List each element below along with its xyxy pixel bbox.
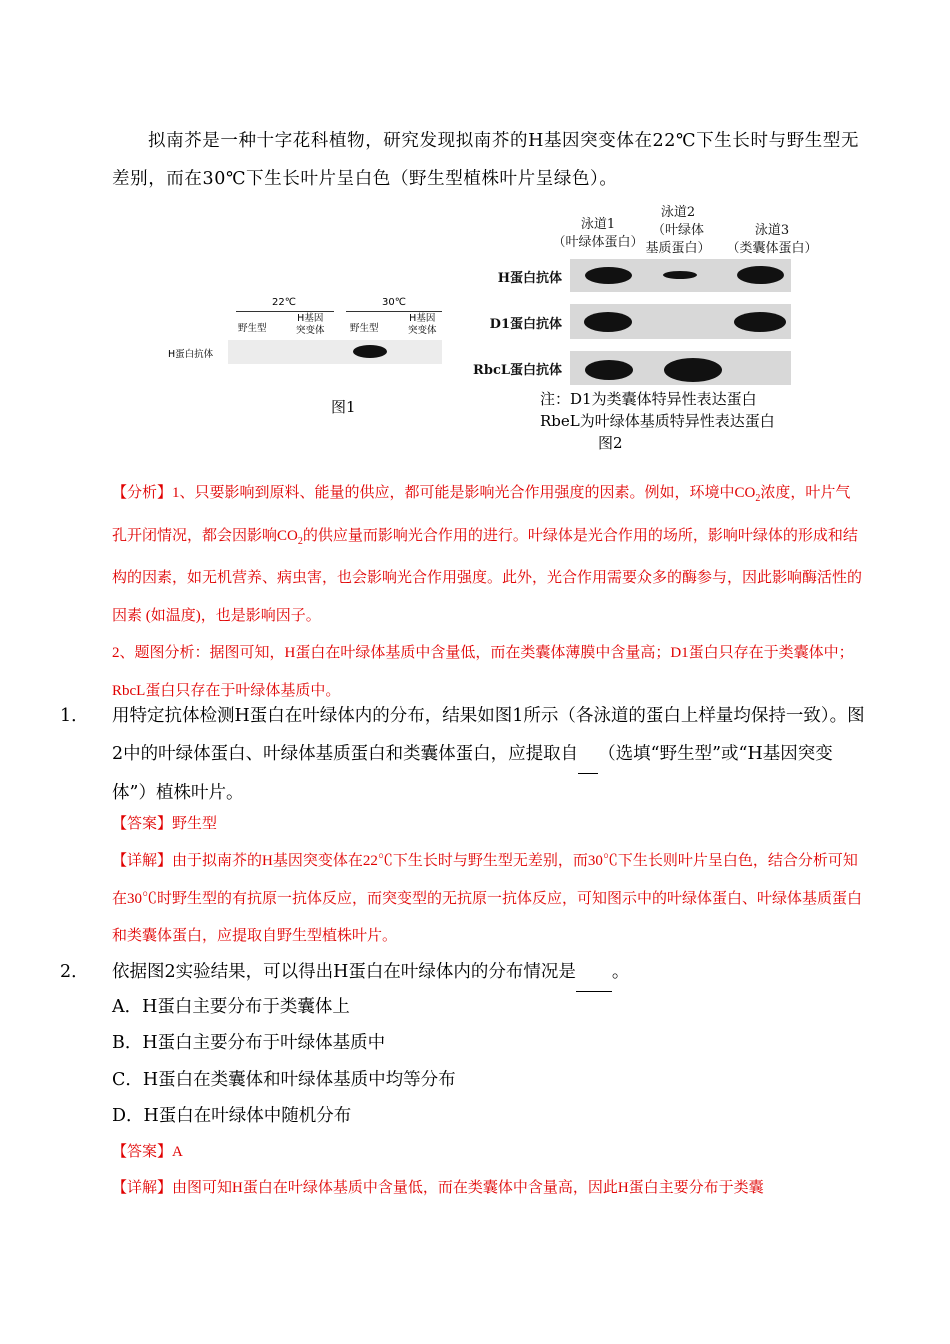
analysis-tag: 【分析】 bbox=[112, 485, 173, 501]
fig2-row-h: H蛋白抗体 bbox=[497, 271, 562, 286]
fig1-row-label: H蛋白抗体 bbox=[168, 349, 214, 360]
question-2 bbox=[60, 953, 866, 992]
q1-answer-tag: 【答案】 bbox=[112, 816, 173, 832]
question-1 bbox=[60, 697, 866, 812]
analysis-p1a: 1、只要影响到原料、能量的供应，都可能是影响光合作用强度的因素。例如，环境中CO bbox=[172, 485, 756, 501]
fig1-line-30 bbox=[346, 311, 442, 312]
q1-answer-value: 野生型 bbox=[172, 816, 218, 832]
fig1-line-22 bbox=[236, 311, 334, 312]
analysis-p1b: 浓度，叶片气孔开闭情况，都会因影响CO bbox=[112, 485, 851, 544]
q2-end: 。 bbox=[611, 962, 630, 982]
q1-detail bbox=[112, 843, 864, 956]
analysis-block: 【分析】1、只要影响到原料、能量的供应，都可能是影响光合作用强度的因素。例如，环境中$CO_2$浓度，叶片气孔开闭情况，都会因影响$CO_2$的供应量而影响光合作用的进行。叶绿体是光合作用的场所，影响叶绿体的形成和结构的因素，如无机营养、病虫害，也会影响光合作用强度。此外，光合作用需要众多的酶参与，因此影响酶活性的因素 (如温度)，也是影响因子。 2、题图分析：据图可知，H蛋白在叶绿体基质中含量低，而在类囊体薄膜中含量高；D1蛋白只存在于类囊体中；RbcL蛋白只存在于叶绿体基质中。 bbox=[112, 485, 863, 699]
q2-answer-value: A bbox=[172, 1144, 183, 1160]
intro-paragraph bbox=[112, 122, 864, 198]
fig2-note-2: RbeL为叶绿体基质特异性表达蛋白 bbox=[540, 412, 775, 430]
q2-answer-tag: 【答案】 bbox=[112, 1144, 173, 1160]
fig1-col-3: 野生型 bbox=[350, 323, 379, 334]
q2-text: 依据图2实验结果，可以得出H蛋白在叶绿体内的分布情况是 bbox=[112, 962, 576, 982]
fig1-col-4: H基因 突变体 bbox=[408, 313, 437, 336]
fig2-lane-1: 泳道1 （叶绿体蛋白） bbox=[552, 217, 644, 250]
q1-detail-tag: 【详解】 bbox=[112, 853, 173, 869]
fig1-caption: 图1 bbox=[331, 398, 356, 416]
q2-detail-tag: 【详解】 bbox=[112, 1180, 173, 1196]
q2-number: 2． bbox=[60, 962, 89, 982]
q2-option-d: D．H蛋白在叶绿体中随机分布 bbox=[112, 1106, 352, 1126]
fig1-temp-22: 22℃ bbox=[272, 297, 296, 308]
fig1-blot-strip bbox=[228, 340, 442, 364]
fig1-band bbox=[353, 345, 387, 358]
q2-option-c: C．H蛋白在类囊体和叶绿体基质中均等分布 bbox=[112, 1070, 456, 1090]
q2-answer bbox=[112, 1134, 864, 1172]
q1-text-b: （选填“野生型”或“H基因突变体”）植株叶片。 bbox=[112, 744, 833, 803]
fig2-band-rbcl-2 bbox=[664, 358, 722, 382]
fig1-temp-30: 30℃ bbox=[382, 297, 406, 308]
fig2-band-h3 bbox=[737, 266, 784, 284]
q2-option-a: A．H蛋白主要分布于类囊体上 bbox=[112, 997, 350, 1017]
fig2-band-d1-1 bbox=[584, 312, 632, 332]
q1-number: 1． bbox=[60, 706, 89, 726]
fig2-band-d1-3 bbox=[734, 312, 786, 332]
q2-option-b: B．H蛋白主要分布于叶绿体基质中 bbox=[112, 1033, 386, 1053]
fig2-note-1: 注：D1为类囊体特异性表达蛋白 bbox=[540, 390, 757, 408]
fig2-row-d1: D1蛋白抗体 bbox=[489, 317, 562, 332]
q1-detail-text: 由于拟南芥的H基因突变体在22℃下生长时与野生型无差别，而30℃下生长则叶片呈白色，结合分析可知在30℃时野生型的有抗原一抗体反应，而突变型的无抗原一抗体反应，可知图示中的叶绿体蛋白、叶绿体基质蛋白和类囊体蛋白，应提取自野生型植株叶片。 bbox=[112, 853, 863, 944]
q1-blank[interactable] bbox=[578, 735, 598, 774]
fig2-band-rbcl-1 bbox=[585, 360, 633, 380]
q2-blank[interactable] bbox=[576, 953, 612, 992]
intro-text: 拟南芥是一种十字花科植物，研究发现拟南芥的H基因突变体在22℃下生长时与野生型无差别，而在30℃下生长叶片呈白色（野生型植株叶片呈绿色）。 bbox=[112, 131, 860, 189]
fig2-band-h1 bbox=[585, 267, 632, 284]
fig2-lane-2: 泳道2 （叶绿体 基质蛋白） bbox=[645, 205, 711, 256]
fig2-row-rbcl: RbcL蛋白抗体 bbox=[473, 363, 562, 378]
q2-detail-text: 由图可知H蛋白在叶绿体基质中含量低，而在类囊体中含量高，因此H蛋白主要分布于类囊 bbox=[172, 1180, 764, 1196]
analysis-p1c: 的供应量而影响光合作用的进行。叶绿体是光合作用的场所，影响叶绿体的形成和结构的因素，如无机营养、病虫害，也会影响光合作用强度。此外，光合作用需要众多的酶参与，因此影响酶活性的因素 (如温度)，也是影响因子。 bbox=[112, 527, 863, 624]
fig2-lane-3: 泳道3 （类囊体蛋白） bbox=[726, 223, 818, 256]
fig2-band-h2 bbox=[663, 271, 697, 279]
analysis-p2: 2、题图分析：据图可知，H蛋白在叶绿体基质中含量低，而在类囊体薄膜中含量高；D1蛋白只存在于类囊体中；RbcL蛋白只存在于叶绿体基质中。 bbox=[112, 645, 854, 699]
fig1-col-2: H基因 突变体 bbox=[296, 313, 325, 336]
fig2-caption: 图2 bbox=[598, 434, 623, 452]
q1-answer bbox=[112, 806, 864, 844]
q1-text-a: 用特定抗体检测H蛋白在叶绿体内的分布，结果如图1所示（各泳道的蛋白上样量均保持一致）。图2中的叶绿体蛋白、叶绿体基质蛋白和类囊体蛋白，应提取自 bbox=[112, 706, 865, 764]
q2-detail bbox=[112, 1170, 864, 1208]
fig1-col-1: 野生型 bbox=[238, 323, 267, 334]
